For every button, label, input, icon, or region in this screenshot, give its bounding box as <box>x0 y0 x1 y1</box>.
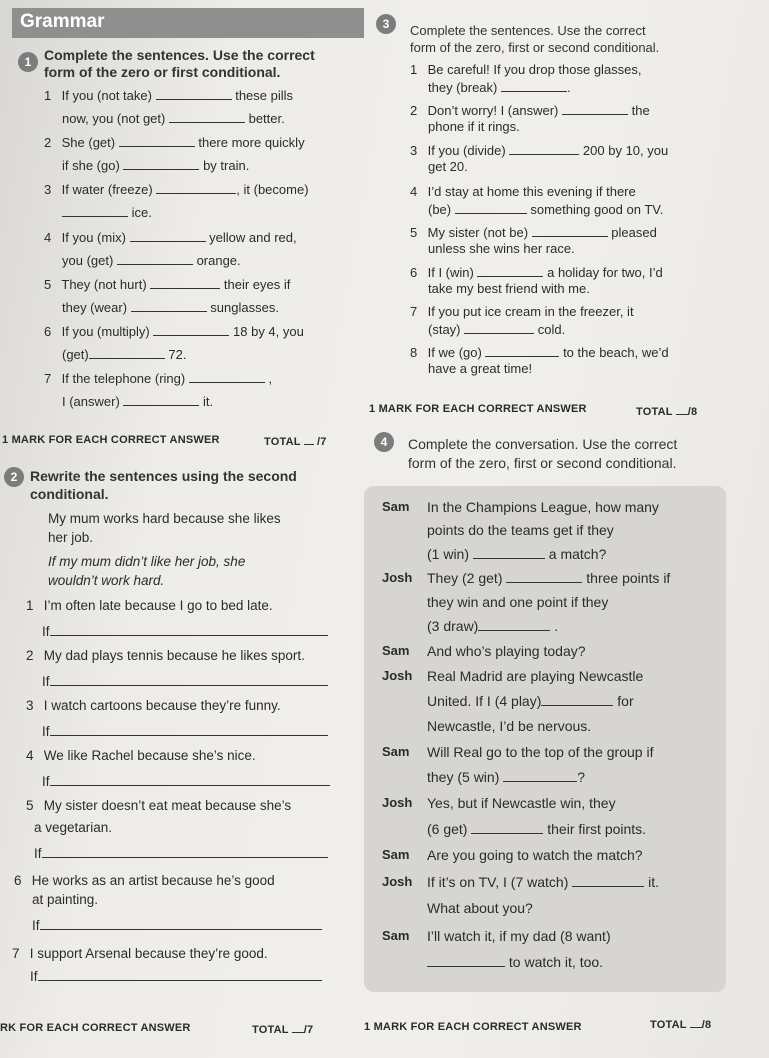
ex3-item-5-line2: unless she wins her race. <box>428 241 575 256</box>
ex4-blank[interactable] <box>506 570 582 583</box>
ex3-item-3-line2: get 20. <box>428 159 468 174</box>
ex1-mark-note: 1 MARK FOR EACH CORRECT ANSWER <box>2 434 220 446</box>
speaker: Sam <box>382 499 410 514</box>
ex3-item-2-line1: 2 Don’t worry! I (answer) the <box>410 103 650 118</box>
ex2-item-2: 2 My dad plays tennis because he likes sport. <box>26 648 305 663</box>
ex2-item-4-answer: If <box>42 773 330 790</box>
ex4-mark-note: 1 MARK FOR EACH CORRECT ANSWER <box>364 1021 582 1033</box>
speaker: Josh <box>382 874 413 889</box>
ex1-item-7-line2: I (answer) it. <box>62 394 214 409</box>
ex2-item-6-answer: If <box>32 917 322 934</box>
conv-line: Are you going to watch the match? <box>427 847 643 863</box>
ex4-blank[interactable] <box>427 954 505 967</box>
speaker: Josh <box>382 795 413 810</box>
exercise-2-badge: 2 <box>4 467 24 487</box>
ex4-blank[interactable] <box>503 769 577 782</box>
ex1-item-3-line1: 3 If water (freeze) , it (become) <box>44 182 309 197</box>
ex2-item-1: 1 I’m often late because I go to bed late. <box>26 598 273 613</box>
ex1-blank[interactable] <box>62 204 128 217</box>
ex3-blank[interactable] <box>562 102 628 115</box>
ex1-blank[interactable] <box>189 370 265 383</box>
ex3-blank[interactable] <box>532 224 608 237</box>
exercise-1-title-line2: form of the zero or first conditional. <box>44 64 281 80</box>
ex3-total: TOTAL /8 <box>636 402 697 420</box>
speaker: Sam <box>382 643 410 658</box>
conv-line: (6 get) their first points. <box>427 821 647 837</box>
ex1-blank[interactable] <box>89 346 165 359</box>
conv-line: In the Champions League, how many <box>427 499 659 515</box>
ex4-blank[interactable] <box>471 821 543 834</box>
ex2-total: TOTAL /7 <box>252 1020 313 1038</box>
conv-line: they win and one point if they <box>427 594 609 610</box>
speaker: Sam <box>382 744 410 759</box>
ex1-item-5-line2: they (wear) sunglasses. <box>62 300 279 315</box>
exercise-3-badge: 3 <box>376 14 396 34</box>
ex3-item-7-line2: (stay) cold. <box>428 322 566 337</box>
ex3-blank[interactable] <box>485 344 559 357</box>
speaker: Sam <box>382 928 410 943</box>
speaker: Sam <box>382 847 410 862</box>
ex1-blank[interactable] <box>131 299 207 312</box>
ex3-blank[interactable] <box>501 79 567 92</box>
ex1-blank[interactable] <box>123 157 199 170</box>
ex2-answer-line[interactable] <box>38 968 322 981</box>
conv-line: to watch it, too. <box>427 954 603 970</box>
ex2-answer-line[interactable] <box>50 773 330 786</box>
conv-line: What about you? <box>427 900 533 916</box>
ex2-item-3-answer: If <box>42 723 328 740</box>
exercise-2-title-line1: Rewrite the sentences using the second <box>30 468 297 484</box>
ex1-item-1-line2: now, you (not get) better. <box>62 111 285 126</box>
conv-line: I’ll watch it, if my dad (8 want) <box>427 928 611 944</box>
ex4-blank[interactable] <box>478 618 550 631</box>
ex2-item-6-line2: at painting. <box>32 892 99 907</box>
ex3-item-8-line2: have a great time! <box>428 361 533 376</box>
ex2-item-1-answer: If <box>42 623 328 640</box>
ex2-item-7: 7 I support Arsenal because they’re good. <box>12 946 268 961</box>
exercise-3-title-line1: Complete the sentences. Use the correct <box>410 23 646 38</box>
ex3-item-1-line1: 1 Be careful! If you drop those glasses, <box>410 62 642 77</box>
ex2-item-5-answer: If <box>34 845 328 862</box>
exercise-1-badge: 1 <box>18 52 38 72</box>
exercise-4-title-line2: form of the zero, first or second conditional. <box>408 455 677 471</box>
ex3-item-6-line1: 6 If I (win) a holiday for two, I’d <box>410 265 663 280</box>
ex2-answer-line[interactable] <box>50 723 328 736</box>
grammar-header <box>12 8 364 38</box>
ex4-blank[interactable] <box>473 546 545 559</box>
speaker: Josh <box>382 570 413 585</box>
conv-line: they (5 win) ? <box>427 769 586 785</box>
ex2-answer-line2: wouldn’t work hard. <box>48 573 165 588</box>
ex2-answer-line[interactable] <box>50 623 328 636</box>
exercise-4-title-line1: Complete the conversation. Use the correct <box>408 436 678 452</box>
ex1-blank[interactable] <box>156 87 232 100</box>
ex3-item-7-line1: 7 If you put ice cream in the freezer, it <box>410 304 634 319</box>
ex1-blank[interactable] <box>119 134 195 147</box>
conv-line: They (2 get) three points if <box>427 570 671 586</box>
exercise-2-title-line2: conditional. <box>30 486 109 502</box>
ex2-item-5-line2: a vegetarian. <box>34 820 113 835</box>
ex3-blank[interactable] <box>477 264 543 277</box>
conv-line: If it’s on TV, I (7 watch) it. <box>427 874 660 890</box>
ex1-blank[interactable] <box>169 110 245 123</box>
ex1-item-3-line2: ice. <box>62 204 152 221</box>
ex1-blank[interactable] <box>117 252 193 265</box>
ex2-answer-line1: If my mum didn’t like her job, she <box>48 554 246 569</box>
conv-line: United. If I (4 play) for <box>427 693 634 709</box>
page-title: Grammar <box>20 11 105 32</box>
ex1-item-1-line1: 1 If you (not take) these pills <box>44 88 294 103</box>
ex3-item-4-line1: 4 I’d stay at home this evening if there <box>410 184 636 199</box>
ex1-item-2-line1: 2 She (get) there more quickly <box>44 135 305 150</box>
ex1-total: TOTAL /7 <box>264 432 327 450</box>
ex3-blank[interactable] <box>464 321 534 334</box>
ex3-blank[interactable] <box>455 201 527 214</box>
ex1-blank[interactable] <box>153 323 229 336</box>
ex2-mark-note: RK FOR EACH CORRECT ANSWER <box>0 1022 191 1034</box>
ex3-item-3-line1: 3 If you (divide) 200 by 10, you <box>410 143 669 158</box>
ex2-answer-line[interactable] <box>50 673 328 686</box>
exercise-4-badge: 4 <box>374 432 394 452</box>
conv-line: Yes, but if Newcastle win, they <box>427 795 616 811</box>
conv-line: (1 win) a match? <box>427 546 607 562</box>
ex1-blank[interactable] <box>123 393 199 406</box>
ex1-blank[interactable] <box>156 181 236 194</box>
conv-line: points do the teams get if they <box>427 522 614 538</box>
ex3-item-4-line2: (be) something good on TV. <box>428 202 664 217</box>
ex1-item-7-line1: 7 If the telephone (ring) , <box>44 371 273 386</box>
ex2-item-7-answer: If <box>30 968 322 985</box>
ex4-total: TOTAL /8 <box>650 1015 711 1033</box>
exercise-1-title-line1: Complete the sentences. Use the correct <box>44 47 315 63</box>
ex3-item-2-line2: phone if it rings. <box>428 119 520 134</box>
ex2-answer-line[interactable] <box>40 917 322 930</box>
ex1-item-2-line2: if she (go) by train. <box>62 158 250 173</box>
ex2-item-5: 5 My sister doesn’t eat meat because she’s <box>26 798 292 813</box>
ex4-blank[interactable] <box>572 874 644 887</box>
ex3-mark-note: 1 MARK FOR EACH CORRECT ANSWER <box>369 403 587 415</box>
conv-line: Will Real go to the top of the group if <box>427 744 654 760</box>
ex3-item-8-line1: 8 If we (go) to the beach, we’d <box>410 345 669 360</box>
ex2-item-6: 6 He works as an artist because he’s good <box>14 873 275 888</box>
ex1-blank[interactable] <box>130 229 206 242</box>
ex2-item-4: 4 We like Rachel because she’s nice. <box>26 748 256 763</box>
ex1-blank[interactable] <box>150 276 220 289</box>
ex3-item-5-line1: 5 My sister (not be) pleased <box>410 225 657 240</box>
ex2-example-line2: her job. <box>48 530 94 545</box>
ex2-answer-line[interactable] <box>42 845 328 858</box>
ex3-item-6-line2: take my best friend with me. <box>428 281 590 296</box>
ex2-item-2-answer: If <box>42 673 328 690</box>
ex1-item-5-line1: 5 They (not hurt) their eyes if <box>44 277 291 292</box>
conv-line: Real Madrid are playing Newcastle <box>427 668 644 684</box>
ex1-item-4-line2: you (get) orange. <box>62 253 241 268</box>
ex3-blank[interactable] <box>509 142 579 155</box>
ex1-item-6-line2: (get) 72. <box>62 347 187 362</box>
ex1-item-4-line1: 4 If you (mix) yellow and red, <box>44 230 297 245</box>
ex2-item-3: 3 I watch cartoons because they’re funny. <box>26 698 281 713</box>
ex3-item-1-line2: they (break) . <box>428 80 571 95</box>
exercise-3-title-line2: form of the zero, first or second conditional. <box>410 40 660 55</box>
ex1-item-6-line1: 6 If you (multiply) 18 by 4, you <box>44 324 304 339</box>
ex4-blank[interactable] <box>541 693 613 706</box>
speaker: Josh <box>382 668 413 683</box>
ex2-example-line1: My mum works hard because she likes <box>48 511 281 526</box>
conv-line: (3 draw) . <box>427 618 559 634</box>
conv-line: Newcastle, I’d be nervous. <box>427 718 592 734</box>
conv-line: And who’s playing today? <box>427 643 586 659</box>
